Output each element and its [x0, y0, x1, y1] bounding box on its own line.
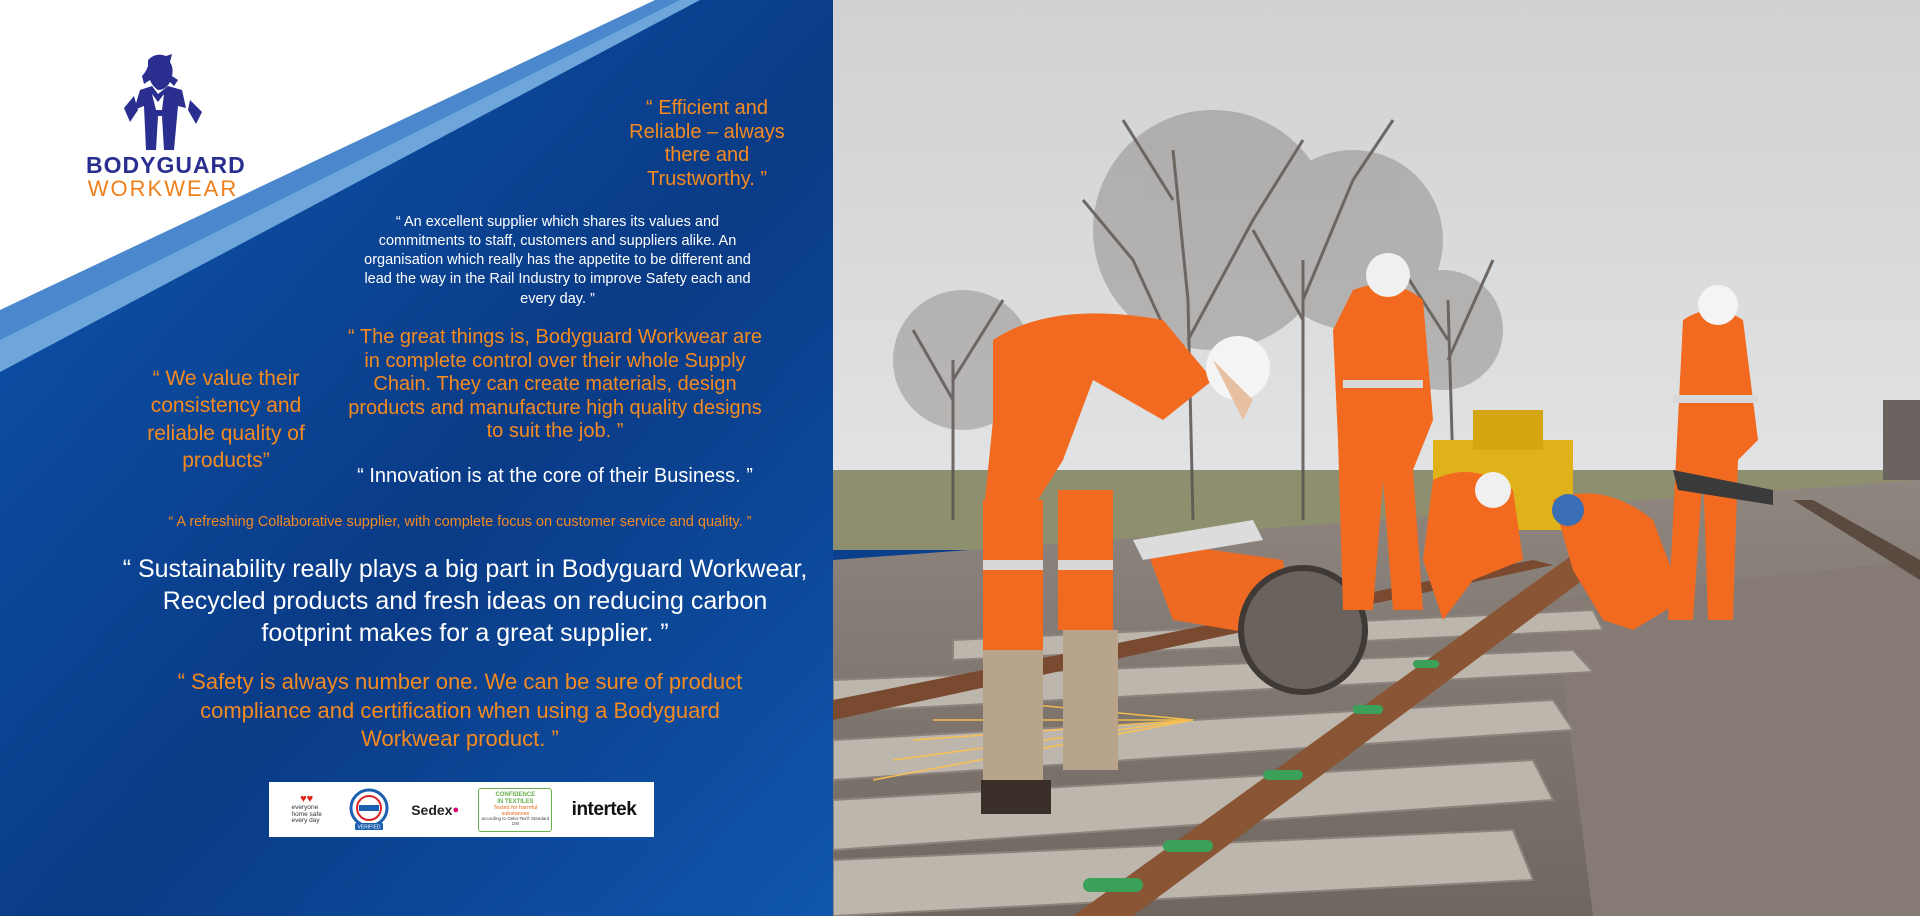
quote-efficient-reliable: “ Efficient and Reliable – always there and Trustworthy. ”	[629, 97, 785, 190]
oeko-line4: according to Oeko-Tex® Standard 100	[481, 816, 550, 827]
bodyguard-logo	[86, 50, 246, 201]
ehs-line1: everyone	[291, 803, 319, 811]
sedex-dot-icon: ●	[452, 803, 460, 816]
bodyguard-figure-icon	[112, 50, 216, 150]
quote-collaborative: “ A refreshing Collaborative supplier, with complete focus on customer service and quality. ”	[168, 514, 752, 530]
ehs-line2: home safe	[291, 810, 322, 818]
oeko-tex-logo	[478, 788, 552, 832]
quote-innovation: “ Innovation is at the core of their Business. ”	[357, 465, 753, 487]
sedex-label: Sedex	[411, 801, 453, 818]
ehs-line3: every day	[291, 817, 320, 825]
testimonials-panel	[0, 0, 833, 916]
brand-name-bodyguard: BODYGUARD	[86, 152, 246, 178]
railway-verified-logo	[346, 787, 392, 833]
oeko-line3: Tested for harmful substances	[493, 805, 538, 818]
rail-workers-photo	[833, 0, 1920, 916]
intertek-logo: intertek	[571, 798, 637, 820]
brand-name-workwear: WORKWEAR	[87, 176, 239, 201]
railway-verified-label: VERIFIED	[357, 824, 381, 830]
oeko-line1: CONFIDENCE	[495, 791, 536, 798]
railway-verified-seal-icon	[346, 787, 392, 833]
quote-sustainability: “ Sustainability really plays a big part in Bodyguard Workwear, Recycled products and fresh ideas on reducing carbon footprint makes for a great supplier. ”	[122, 555, 808, 647]
rail-workers-cutting-track-image	[833, 0, 1920, 916]
quote-excellent-supplier: “ An excellent supplier which shares its values and commitments to staff, customers and suppliers alike. An organisation which really has the appetite to be different and lead the way in the Rail Industry to improve Safety each and every day. ”	[364, 214, 751, 307]
sedex-logo	[411, 802, 459, 818]
quote-supply-chain: “ The great things is, Bodyguard Workwear are in complete control over their whole Supply Chain. They can create materials, design products and manufacture high quality designs to suit the job. ”	[348, 326, 762, 443]
quote-safety: “ Safety is always number one. We can be sure of product compliance and certification when using a Bodyguard Workwear product. ”	[177, 669, 743, 752]
hearts-icon: ♥♥	[300, 792, 314, 805]
ehs-logo	[287, 788, 327, 832]
quote-consistency: “ We value their consistency and reliable quality of products”	[147, 367, 305, 472]
certification-logos	[269, 782, 654, 837]
oeko-line2: IN TEXTILES	[497, 798, 534, 805]
